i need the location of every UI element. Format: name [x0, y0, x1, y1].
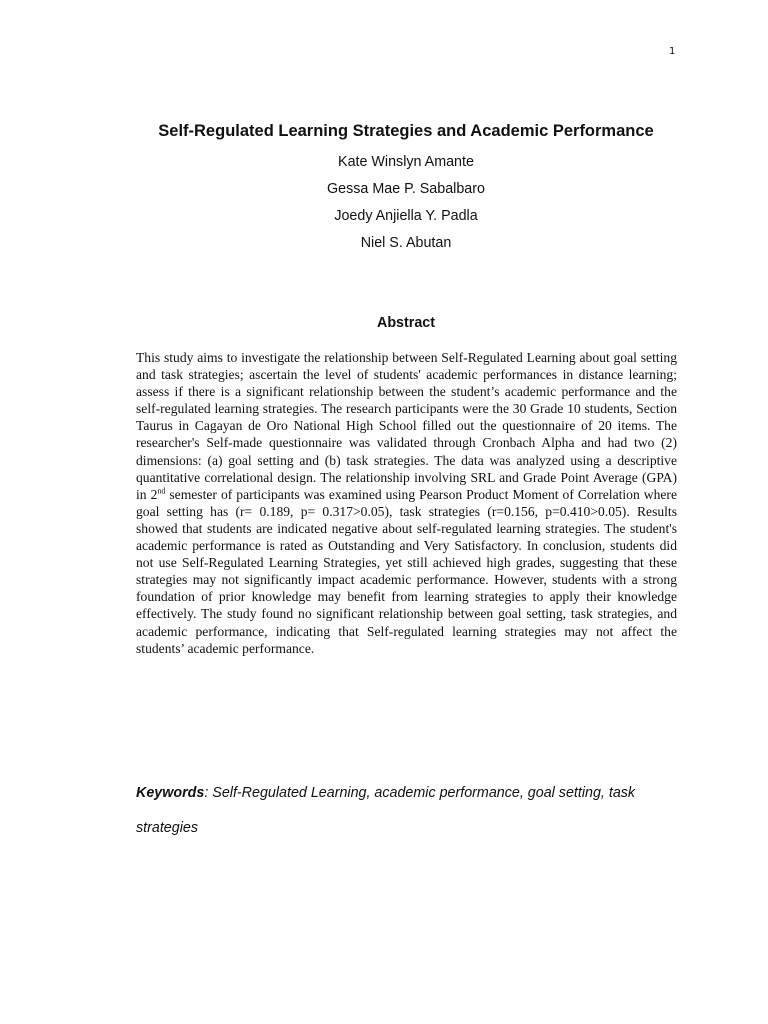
abstract-heading: Abstract	[377, 315, 435, 331]
abstract-text-part-1: This study aims to investigate the relationship between Self-Regulated Learning about goal setting and task strategies; ascertain the level of students' academic performances in distance learning; assess if there is a significant relationship between the student’s academic performance and the self-regulated learning strategies. The research participants were the 30 Grade 10 students, Section Taurus in Cagayan de Oro National High School filled out the questionnaire of 20 items. The researcher's Self-made questionnaire was validated through Cronbach Alpha and had two (2) dimensions: (a) goal setting and (b) task strategies. The data was analyzed using a descriptive quantitative correlational design. The relationship involving SRL and Grade Point Average (GPA) in 2	[136, 350, 677, 502]
paper-title: Self-Regulated Learning Strategies and Academic Performance	[158, 122, 654, 140]
author-name: Kate Winslyn Amante	[338, 154, 474, 170]
ordinal-superscript: nd	[157, 486, 166, 496]
page-number: 1	[669, 46, 676, 57]
author-name: Niel S. Abutan	[360, 235, 452, 251]
abstract-body	[136, 349, 677, 657]
keywords-label: Keywords	[136, 785, 205, 801]
abstract-text-part-2: semester of participants was examined using Pearson Product Moment of Correlation where goal setting has (r= 0.189, p= 0.317>0.05), task strategies (r=0.156, p=0.410>0.05). Results showed that students are indicated negative about self-regulated learning strategies. The student's academic performance is rated as Outstanding and Very Satisfactory. In conclusion, students did not use Self-Regulated Learning Strategies, yet still achieved high grades, suggesting that these strategies may not significantly impact academic performance. However, students with a strong foundation of prior knowledge may benefit from learning strategies to apply their knowledge effectively. The study found no significant relationship between goal setting, task strategies, and academic performance, indicating that Self-regulated learning strategies may not affect the students’ academic performance.	[136, 486, 677, 656]
keywords-line	[136, 776, 696, 846]
keywords-text: : Self-Regulated Learning, academic performance, goal setting, task strategies	[136, 785, 636, 836]
author-name: Joedy Anjiella Y. Padla	[334, 208, 478, 224]
author-name: Gessa Mae P. Sabalbaro	[327, 181, 485, 197]
author-list	[0, 151, 768, 259]
